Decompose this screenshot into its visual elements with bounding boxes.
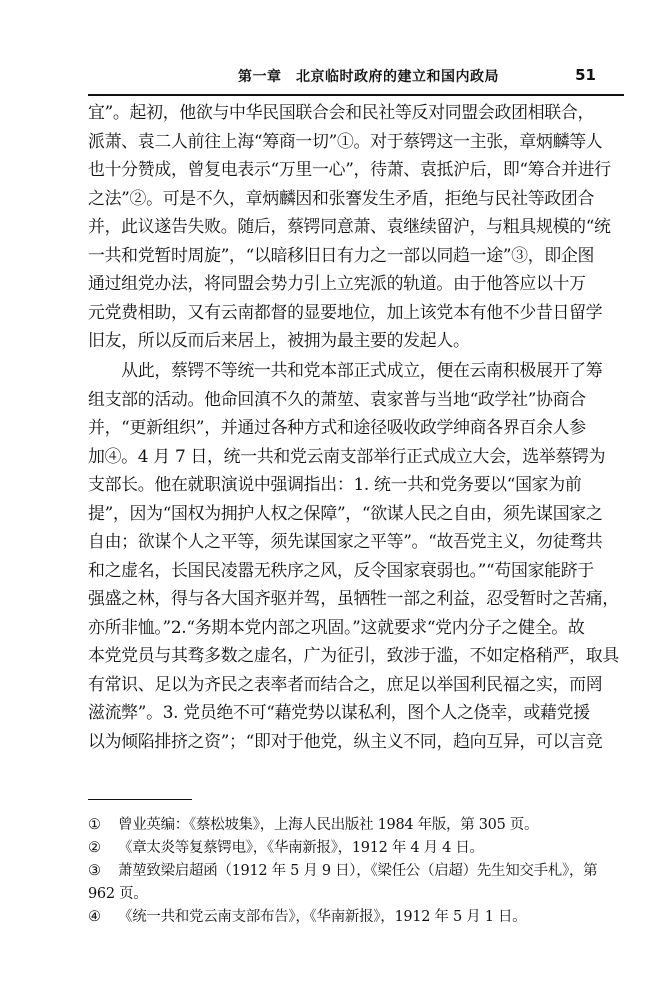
footnote-text: 《统一共和党云南支部布告》，《华南新报》，1912 年 5 月 1 日。 — [118, 909, 527, 925]
chapter-title: 第一章 北京临时政府的建立和国内政局 — [238, 69, 499, 85]
footnote-text: 萧堃致梁启超函（1912 年 5 月 9 日），《梁任公（启超）先生知交手札》，第 — [118, 863, 598, 879]
body-text — [88, 98, 623, 755]
footnotes — [88, 814, 623, 929]
footnote-mark: ③ — [88, 863, 101, 879]
running-header — [88, 66, 624, 92]
footnote-2 — [88, 837, 623, 860]
footnote-3 — [88, 860, 623, 906]
header-rule — [88, 94, 624, 96]
footnote-text: 《章太炎等复蔡锷电》，《华南新报》，1912 年 4 月 4 日。 — [118, 840, 484, 856]
paragraph-2: 从此，蔡锷不等统一共和党本部正式成立，便在云南积极展开了筹 组支部的活动。他命回滇不久的萧堃、袁家普与当地“政学社”协商合 并，“更新组织”，并通过各种方式和途径吸收政学绅商各界百余人参 加④。4 月 7 日，统一共和党云南支部举行正式成立大会，选举蔡锷为 支部长。他在就职演说中强调指出：1. 统一共和党务要以“国家为前 提”，因为“国权为拥护人权之保障”，“欲谋人民之自由，须先谋国家之 自由；欲谋个人之平等，须先谋国家之平等”。“故吾党主义，勿徒骛共 和之虚名，长国民凌嚣无秩序之风，反令国家衰弱也。”“苟国家能跻于 强盛之林，得与各大国齐驱并驾，虽牺牲一部之利益，忍受暂时之苦痛， 亦所非恤。”2.“务期本党内部之巩固。”这就要求“党内分子之健全。故 本党党员与其骛多数之虚名，广为征引，致涉于滥，不如定格稍严，取具 有常识、足以为齐民之表率者而结合之，庶足以举国利民福之实，而罔 滋流弊”。3. 党员绝不可“藉党势以谋私利，图个人之侥幸，或藉党援 以为倾陷排挤之资”；“即对于他党，纵主义不同，趋向互异，可以言竞 — [88, 360, 619, 751]
footnote-continuation: 962 页。 — [88, 886, 148, 902]
footnote-rule — [88, 799, 192, 800]
footnote-4 — [88, 906, 623, 929]
footnote-text: 曾业英编：《蔡松坡集》，上海人民出版社 1984 年版，第 305 页。 — [118, 817, 539, 833]
footnote-1 — [88, 814, 623, 837]
footnote-mark: ① — [88, 817, 101, 833]
footnote-mark: ④ — [88, 909, 101, 925]
paragraph-1: 宜”。起初，他欲与中华民国联合会和民社等反对同盟会政团相联合， 派萧、袁二人前往上海“筹商一切”①。对于蔡锷这一主张，章炳麟等人 也十分赞成，曾复电表示“万里一心”，待萧、袁抵沪后，即“筹合并进行 之法”②。可是不久，章炳麟因和张謇发生矛盾，拒绝与民社等政团合 并，此议遂告失败。随后，蔡锷同意萧、袁继续留沪，与粗具规模的“统 一共和党暂时周旋”，“以暗移旧日有力之一部以同趋一途”③，即企图 通过组党办法，将同盟会势力引上立宪派的轨道。由于他答应以十万 元党费相助，又有云南都督的显要地位，加上该党本有他不少昔日留学 旧友，所以反而后来居上，被拥为最主要的发起人。 — [88, 102, 611, 350]
page-number: 51 — [575, 66, 596, 84]
footnote-mark: ② — [88, 840, 101, 856]
